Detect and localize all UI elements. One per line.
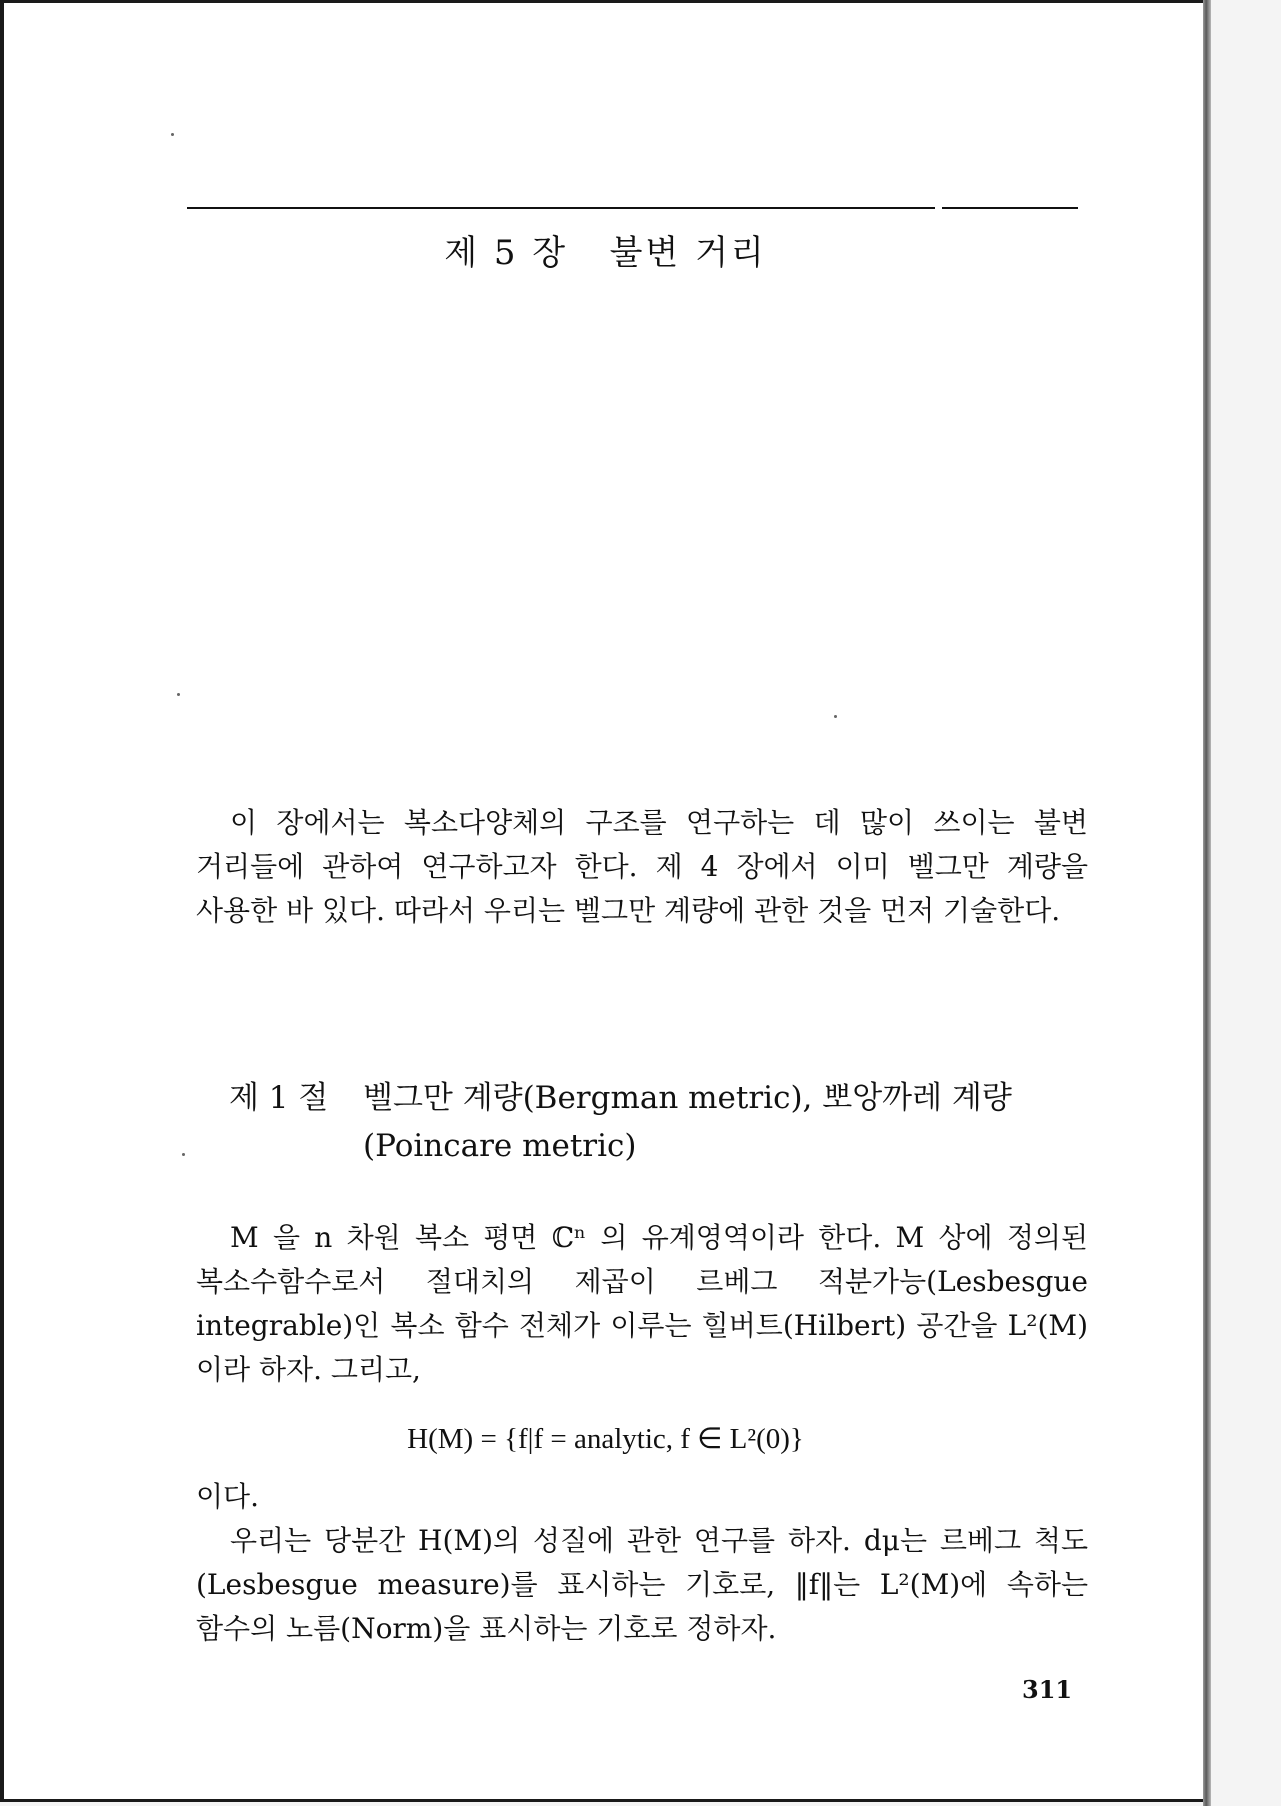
chapter-rule-right [942, 207, 1078, 209]
page-number: 311 [1022, 1675, 1073, 1704]
scan-speck [171, 133, 174, 136]
background-margin [1211, 0, 1281, 1806]
intro-paragraph: 이 장에서는 복소다양체의 구조를 연구하는 데 많이 쓰이는 불변 거리들에 관하여 연구하고자 한다. 제 4 장에서 이미 벨그만 계량을 사용한 바 있다. 따라서 우리는 벨그만 계량에 관한 것을 먼저 기술한다. [196, 806, 1088, 927]
chapter-title: 제 5 장 불변 거리 [444, 233, 767, 273]
section-title-line1: 벨그만 계량(Bergman metric), 뽀앙까레 계량 [363, 1080, 1012, 1116]
section-title-line2: (Poincare metric) [363, 1128, 637, 1164]
chapter-rule-left [187, 207, 935, 209]
section-heading [229, 1074, 1109, 1170]
definition-paragraph: M 을 n 차원 복소 평면 ℂⁿ 의 유계영역이라 한다. M 상에 정의된 복소수함수로서 절대치의 제곱이 르베그 적분가능(Lesbesgue integrable)인 복소 함수 전체가 이루는 힐버트(Hilbert) 공간을 L²(M)이라 하자. 그리고, [196, 1221, 1088, 1386]
scan-speck [182, 1153, 185, 1156]
page-edge-shadow [1203, 0, 1211, 1806]
formula-hm: H(M) = {f|f = analytic, f ∈ L²(0)} [407, 1423, 804, 1455]
after-formula-text: 이다. [196, 1480, 259, 1513]
section-number: 제 1 절 [229, 1080, 329, 1116]
scan-speck [834, 715, 837, 718]
norm-paragraph: 우리는 당분간 H(M)의 성질에 관한 연구를 하자. dμ는 르베그 척도(Lesbesgue measure)를 표시하는 기호로, ‖f‖는 L²(M)에 속하는 함수의 노름(Norm)을 표시하는 기호로 정하자. [196, 1524, 1088, 1645]
scan-speck [177, 693, 180, 696]
